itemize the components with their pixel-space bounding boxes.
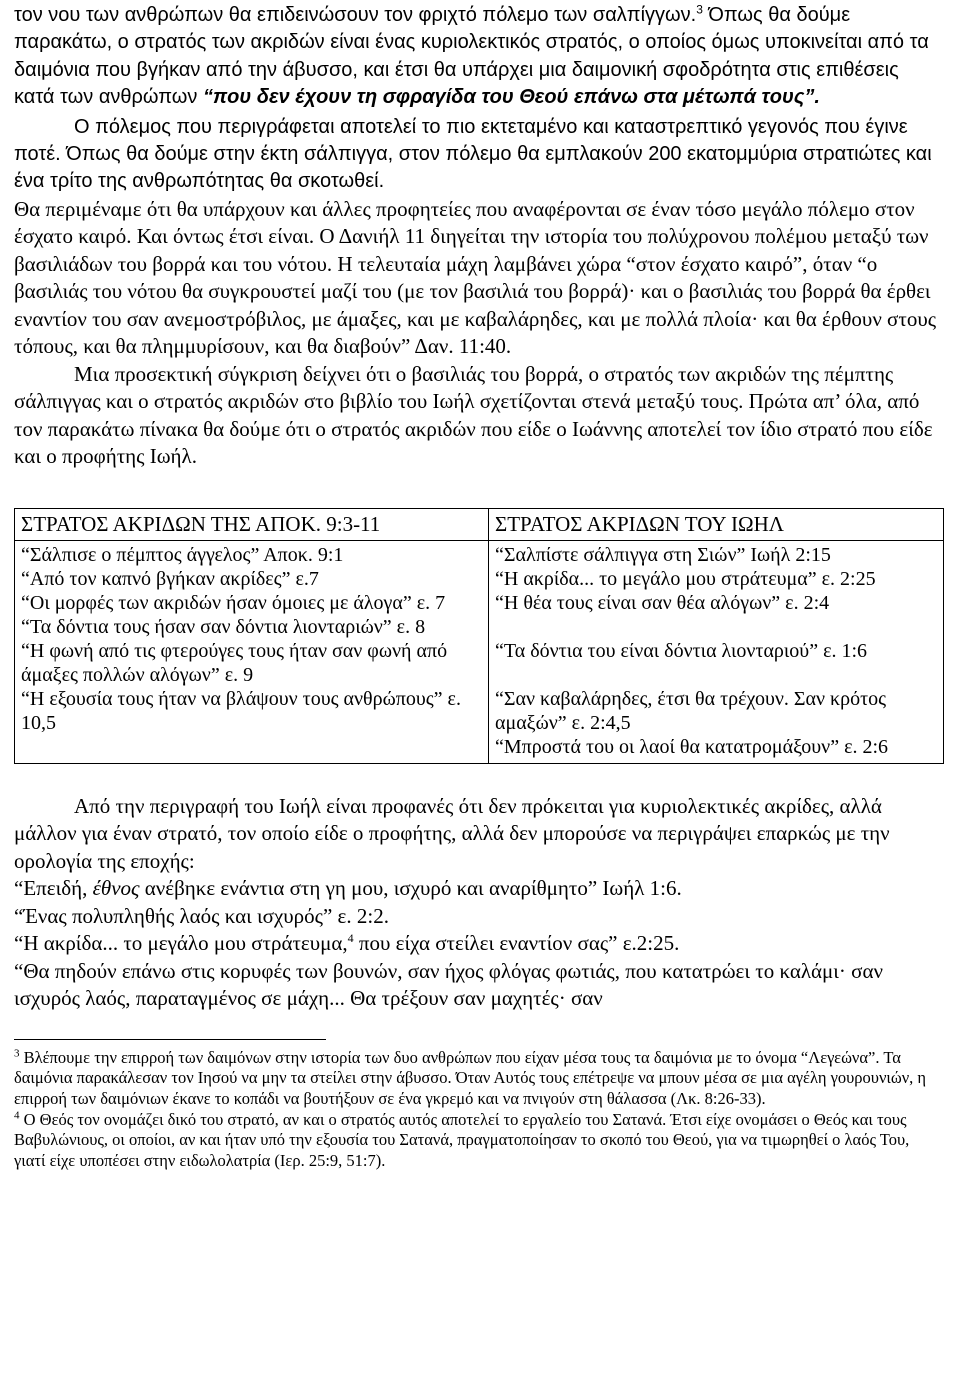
revelation-item: “Οι μορφές των ακριδών ήσαν όμοιες με άλογα” ε. 7 [21,591,446,614]
footnote-3 [14,1048,944,1110]
footnote-ref-3[interactable]: 3 [696,2,703,17]
table-header-row [15,508,944,540]
joel-item: “Σαν καβαλάρηδες, έτσι θα τρέχουν. Σαν κρότος αμαξών” ε. 2:4,5 [495,687,887,734]
footnote-text: Βλέπουμε την επιρροή των δαιμόνων στην ιστορία των δυο ανθρώπων που είχαν μέσα τους τα δαιμόνια με το όνομα “Λεγεώνα”. Τα δαιμόνια παρακάλεσαν τον Ιησού να μην τα στείλει στην άβυσσο. Όταν Αυτός τους επέτρεψε να μπουν μέσα σε μια αγέλη γουρουνιών, η επιρροή των δαιμόνιων έκανε το κοπάδι να βουτήξουν σε ένα γκρεμό και να πνιγούν στη θάλασσα (Λκ. 8:26-33). [14,1047,927,1109]
joel-item: “Τα δόντια του είναι δόντια λιονταριού” ε. 1:6 [495,639,868,662]
quote-1 [14,875,944,903]
footnote-divider [14,1039,326,1040]
document-page [14,0,944,1171]
revelation-item: “Τα δόντια τους ήσαν σαν δόντια λιονταριών” ε. 8 [21,615,426,638]
footnote-number: 4 [14,1109,20,1122]
paragraph-1-text-b: Όπως θα δούμε παρακάτω, ο στρατός των ακριδών είναι ένας κυριολεκτικός στρατός, ο οποίος όμως υποκινείται από τα δαιμόνια που βγήκαν από την άβυσσο, και έτσι θα υπάρχει μια δαιμονική σφοδρότητα στις επιθέσεις κατά των ανθρώπων [14,4,929,109]
footnote-text: Ο Θεός τον ονομάζει δικό του στρατό, αν και ο στρατός αυτός αποτελεί το εργαλείο του Σατανά. Έτσι είχε ονομάσει ο Θεός και τους Βαβυλώνιους, οι οποίοι, αν και ήταν υπό την εξουσία του Σατανά, πραγματοποίησαν το σκοπό του Θεού, για να τιμωρηθεί ο λαός Του, γιατί είχε υποπέσει στην ειδωλολατρία (Ιερ. 25:9, 51:7). [14,1109,910,1170]
table-cell-joel [489,540,944,763]
comparison-table [14,508,944,764]
quote-4: “Θα πηδούν επάνω στις κορυφές των βουνών, σαν ήχος φλόγας φωτιάς, που κατατρώει το καλάμι· σαν ισχυρός λαός, παραταγμένος σε μάχη... Θα τρέξουν σαν μαχητές· σαν [14,958,883,1011]
paragraph-1-bold-quote: “που δεν έχουν τη σφραγίδα του Θεού επάνω στα μέτωπά τους” [202,86,815,109]
paragraph-1-end: . [814,86,820,109]
footnote-4 [14,1110,944,1172]
table-header-joel: ΣΤΡΑΤΟΣ ΑΚΡΙΔΩΝ ΤΟΥ ΙΩΗΛ [489,508,944,540]
quote-3 [14,930,944,958]
joel-item: “Μπροστά του οι λαοί θα κατατρομάξουν” ε. 2:6 [495,735,889,758]
revelation-item: “Η φωνή από τις φτερούγες τους ήταν σαν φωνή από άμαξες πολλών αλόγων” ε. 9 [21,639,448,686]
joel-item: “Σαλπίστε σάλπιγγα στη Σιών” Ιωήλ 2:15 [495,543,831,566]
quote-1-a: “Επειδή, [14,876,93,901]
paragraph-1-text-a: τον νου των ανθρώπων θα επιδεινώσουν τον φριχτό πόλεμο των σαλπίγγων. [14,4,697,26]
table-header-revelation: ΣΤΡΑΤΟΣ ΑΚΡΙΔΩΝ ΤΗΣ ΑΠΟΚ. 9:3-11 [15,508,489,540]
quote-2: “Ένας πολυπληθής λαός και ισχυρός” ε. 2:2. [14,903,389,928]
quote-1-italic: έθνος [92,876,140,901]
paragraph-5: Από την περιγραφή του Ιωήλ είναι προφανές ότι δεν πρόκειται για κυριολεκτικές ακρίδες, αλλά μάλλον για έναν στρατό, τον οποίο είδε ο προφήτης, αλλά δεν μπορούσε να περιγράψει επαρκώς με την ορολογία της εποχής: [14,793,890,873]
joel-item: “Η θέα τους είναι σαν θέα αλόγων” ε. 2:4 [495,591,830,614]
paragraph-1 [14,0,944,112]
paragraph-4: Μια προσεκτική σύγκριση δείχνει ότι ο βασιλιάς του βορρά, ο στρατός των ακριδών της πέμπτης σάλπιγγας και ο στρατός ακριδών στο βιβλίο του Ιωήλ σχετίζονται στενά μεταξύ τους. Πρώτα απ’ όλα, από τον παρακάτω πίνακα θα δούμε ότι ο στρατός ακριδών που είδε ο Ιωάννης αποτελεί τον ίδιο στρατό που είδε και ο προφήτης Ιωήλ. [14,361,933,469]
table-cell-revelation [15,540,489,763]
revelation-item: “Από τον καπνό βγήκαν ακρίδες” ε.7 [21,567,319,590]
spacer [14,764,944,793]
quote-3-a: “Η ακρίδα... το μεγάλο μου στράτευμα, [14,931,348,956]
paragraph-3: Θα περιμέναμε ότι θα υπάρχουν και άλλες προφητείες που αναφέρονται σε έναν τόσο μεγάλο πόλεμο στον έσχατο καιρό. Και όντως έτσι είναι. Ο Δανιήλ 11 διηγείται την ιστορία του πολύχρονου πολέμου μεταξύ των βασιλιάδων του βορρά και του νότου. Η τελευταία μάχη λαμβάνει χώρα “στον έσχατο καιρό”, όταν “ο βασιλιάς του νότου θα συγκρουστεί μαζί του (με τον βασιλιά του βορρά)· και ο βασιλιάς του βορρά θα έρθει εναντίον του σαν ανεμοστρόβιλος, με άμαξες, και με καβαλάρηδες, και με πολλά πλοία· και θα έρθουν στους τόπους, και θα πλημμυρίσουν, και θα διαβούν” Δαν. 11:40. [14,196,937,359]
joel-item: “Η ακρίδα... το μεγάλο μου στράτευμα” ε. 2:25 [495,567,876,590]
revelation-item: “Σάλπισε ο πέμπτος άγγελος” Αποκ. 9:1 [21,543,344,566]
footnote-ref-4[interactable]: 4 [347,931,354,946]
quote-1-b: ανέβηκε ενάντια στη γη μου, ισχυρό και αναρίθμητο” Ιωήλ 1:6. [139,876,682,901]
revelation-item: “Η εξουσία τους ήταν να βλάψουν τους ανθρώπους” ε. 10,5 [21,687,461,734]
spacer [14,471,944,508]
footnote-number: 3 [14,1047,20,1060]
table-body-row [15,540,944,763]
quote-3-b: που είχα στείλει εναντίον σας” ε.2:25. [353,931,680,956]
paragraph-2: Ο πόλεμος που περιγράφεται αποτελεί το πιο εκτεταμένο και καταστρεπτικό γεγονός που έγινε ποτέ. Όπως θα δούμε στην έκτη σάλπιγγα, στον πόλεμο θα εμπλακούν 200 εκατομμύρια στρατιώτες και ένα τρίτο της ανθρωπότητας θα σκοτωθεί. [14,115,932,193]
